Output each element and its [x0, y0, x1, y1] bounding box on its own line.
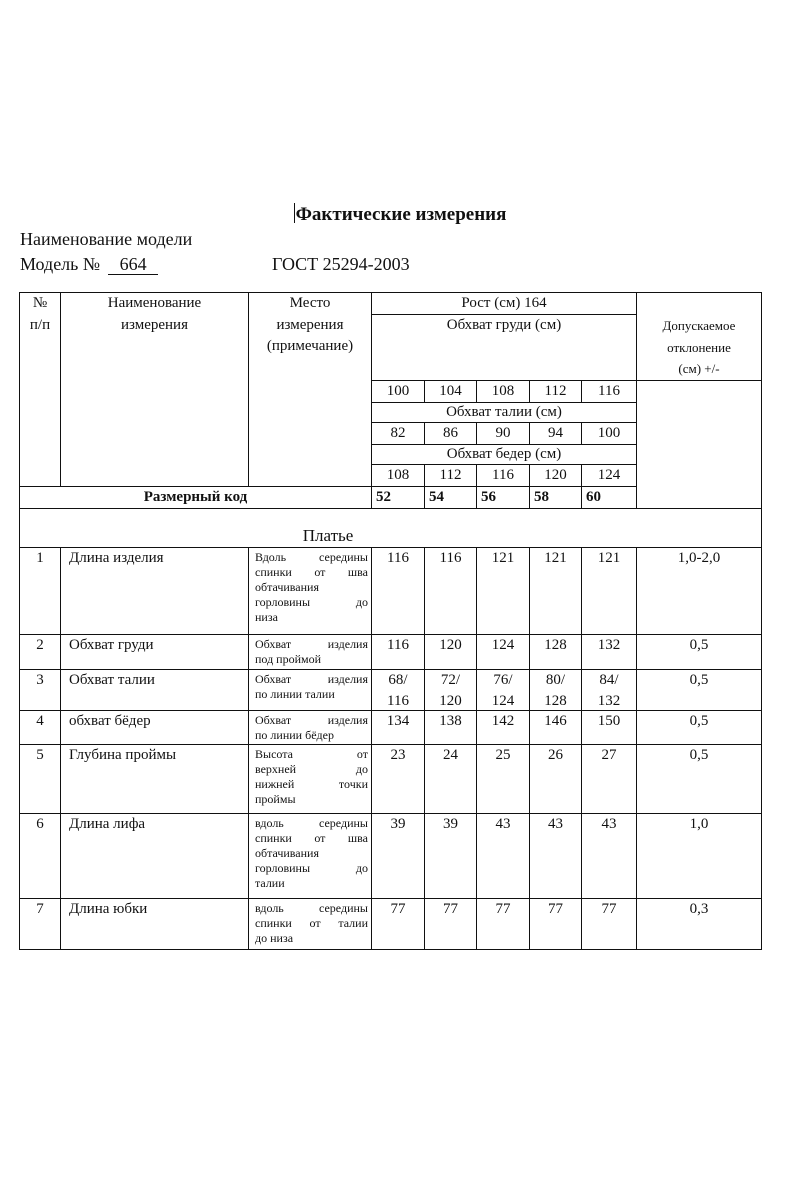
measurement-note-line: по линии талии [255, 687, 335, 701]
measurement-value: 116 [439, 550, 462, 566]
measurement-note-line: обтачивания [255, 580, 319, 594]
measurement-value: 150 [597, 713, 621, 729]
measurement-value [477, 670, 529, 712]
size-code: 52 [376, 489, 391, 505]
measurement-value-part: 76/ [493, 672, 513, 688]
measurement-note [255, 637, 368, 667]
measurement-value-part: 116 [387, 693, 409, 709]
measurement-value-part: 132 [597, 693, 621, 709]
measurement-note [255, 816, 368, 891]
measurement-note-line: Обхват изделия [255, 637, 368, 651]
header-place-2: измерения [276, 317, 344, 333]
measurement-value: 39 [443, 816, 458, 832]
size-code: 54 [429, 489, 444, 505]
measurement-note-line: Вдоль середины [255, 550, 368, 564]
model-number-label: Модель № [20, 254, 101, 274]
measurement-value: 124 [491, 637, 515, 653]
measurement-value-part: 128 [544, 693, 567, 709]
header-hips: Обхват бедер (см) [446, 446, 562, 462]
header-tolerance-1: Допускаемое [662, 318, 736, 333]
waist-value: 94 [548, 425, 563, 441]
measurement-value: 77 [548, 901, 563, 917]
measurement-name: Обхват груди [69, 637, 154, 653]
size-code: 56 [481, 489, 496, 505]
measurement-value: 121 [544, 550, 567, 566]
row-number: 3 [36, 672, 44, 688]
measurement-value: 77 [601, 901, 617, 917]
hip-value: 112 [439, 467, 462, 483]
header-tolerance-2: отклонение [667, 340, 731, 355]
measurement-note-line: спинки от шва [255, 565, 368, 579]
measurement-value: 142 [491, 713, 515, 729]
measurement-note-line: Обхват изделия [255, 672, 368, 686]
row-number: 6 [36, 816, 44, 832]
measurement-note [255, 901, 368, 946]
row-number: 2 [36, 637, 44, 653]
chest-value: 112 [544, 383, 567, 399]
measurement-value: 43 [548, 816, 563, 832]
measurement-value: 132 [597, 637, 621, 653]
measurement-note-line: до низа [255, 931, 294, 945]
chest-value: 108 [491, 383, 515, 399]
measurement-value: 121 [491, 550, 515, 566]
measurement-value [582, 670, 636, 712]
measurement-value: 128 [544, 637, 567, 653]
header-waist: Обхват талии (см) [446, 404, 562, 420]
measurement-value-part: 72/ [440, 672, 461, 688]
hip-value: 116 [492, 467, 514, 483]
waist-value: 100 [597, 425, 621, 441]
header-tolerance-3: (см) +/- [678, 361, 720, 376]
measurement-value-part: 84/ [599, 672, 619, 688]
tolerance-value: 1,0-2,0 [677, 550, 721, 566]
model-number-value: 664 [108, 255, 158, 275]
measurement-note-line: нижней точки [255, 777, 368, 791]
measurement-note-line: Обхват изделия [255, 713, 368, 727]
tolerance-value: 0,3 [689, 901, 709, 917]
size-code: 58 [534, 489, 549, 505]
measurement-value: 121 [597, 550, 621, 566]
waist-value: 86 [443, 425, 458, 441]
measurement-note-line: вдоль середины [255, 816, 368, 830]
header-place-1: Место [289, 295, 331, 311]
header-name-2: измерения [120, 317, 188, 333]
header-name-1: Наименование [107, 295, 202, 311]
measurement-note-line: Высота от [255, 747, 368, 761]
measurement-value: 120 [439, 637, 462, 653]
measurement-value: 23 [390, 747, 406, 763]
measurement-note-line: талии [255, 876, 285, 890]
chest-value: 116 [598, 383, 620, 399]
measurement-note-line: вдоль середины [255, 901, 368, 915]
measurement-value: 134 [386, 713, 410, 729]
measurement-value: 116 [387, 550, 409, 566]
measurement-note-line: горловины до [255, 861, 368, 875]
measurement-value: 39 [390, 816, 406, 832]
row-number: 7 [36, 901, 44, 917]
measurement-value-part: 120 [439, 693, 462, 709]
hip-value: 108 [386, 467, 410, 483]
measurement-name: Длина юбки [69, 901, 148, 917]
hip-value: 120 [544, 467, 567, 483]
measurement-name: Длина изделия [69, 550, 164, 566]
size-code-label: Размерный код [143, 489, 248, 505]
gost-standard: ГОСТ 25294-2003 [272, 254, 410, 274]
measurement-name: обхват бёдер [69, 713, 151, 729]
header-num-2: п/п [29, 317, 51, 333]
waist-value: 82 [390, 425, 406, 441]
tolerance-value: 1,0 [689, 816, 709, 832]
size-code: 60 [586, 489, 601, 505]
row-number: 5 [36, 747, 44, 763]
measurement-note-line: под проймой [255, 652, 322, 666]
row-number: 4 [36, 713, 44, 729]
measurement-value-part: 68/ [388, 672, 408, 688]
measurement-value: 116 [387, 637, 409, 653]
measurement-note [255, 747, 368, 807]
measurement-note-line: спинки от талии [255, 916, 368, 930]
tolerance-value: 0,5 [689, 672, 709, 688]
measurement-value: 27 [601, 747, 617, 763]
measurement-value: 146 [544, 713, 567, 729]
section-title: Платье [302, 526, 354, 545]
measurement-value: 77 [443, 901, 458, 917]
measurement-note-line: по линии бёдер [255, 728, 334, 742]
measurement-value: 25 [495, 747, 511, 763]
measurement-value: 43 [601, 816, 617, 832]
measurement-note [255, 550, 368, 625]
measurement-note-line: спинки от шва [255, 831, 368, 845]
header-chest: Обхват груди (см) [446, 317, 562, 333]
model-name-label: Наименование модели [20, 229, 193, 249]
measurement-value: 43 [495, 816, 511, 832]
measurement-value [530, 670, 581, 712]
tolerance-value: 0,5 [689, 747, 709, 763]
chest-value: 100 [386, 383, 410, 399]
header-num-1: № [32, 295, 48, 311]
document-title-text: Фактические измерения [295, 204, 507, 225]
measurement-value: 24 [443, 747, 458, 763]
waist-value: 90 [495, 425, 511, 441]
measurement-value [372, 670, 424, 712]
measurement-note-line: горловины до [255, 595, 368, 609]
chest-value: 104 [439, 383, 462, 399]
measurement-value: 77 [390, 901, 406, 917]
measurement-name: Глубина проймы [69, 747, 177, 763]
row-number: 1 [36, 550, 44, 566]
hip-value: 124 [597, 467, 621, 483]
measurement-value: 26 [548, 747, 563, 763]
measurement-note-line: верхней до [255, 762, 368, 776]
header-place-3: (примечание) [266, 338, 354, 354]
measurement-note-line: проймы [255, 792, 296, 806]
measurement-value-part: 124 [491, 693, 515, 709]
measurement-value-part: 80/ [545, 672, 566, 688]
measurement-value: 77 [495, 901, 511, 917]
measurement-note-line: обтачивания [255, 846, 319, 860]
tolerance-value: 0,5 [689, 637, 709, 653]
measurement-note [255, 713, 368, 743]
header-height: Рост (см) 164 [461, 295, 547, 311]
measurement-value: 138 [439, 713, 462, 729]
measurement-value [425, 670, 476, 712]
measurement-note-line: низа [255, 610, 278, 624]
measurement-note [255, 672, 368, 702]
measurement-name: Длина лифа [69, 816, 146, 832]
measurement-name: Обхват талии [69, 672, 155, 688]
tolerance-value: 0,5 [689, 713, 709, 729]
